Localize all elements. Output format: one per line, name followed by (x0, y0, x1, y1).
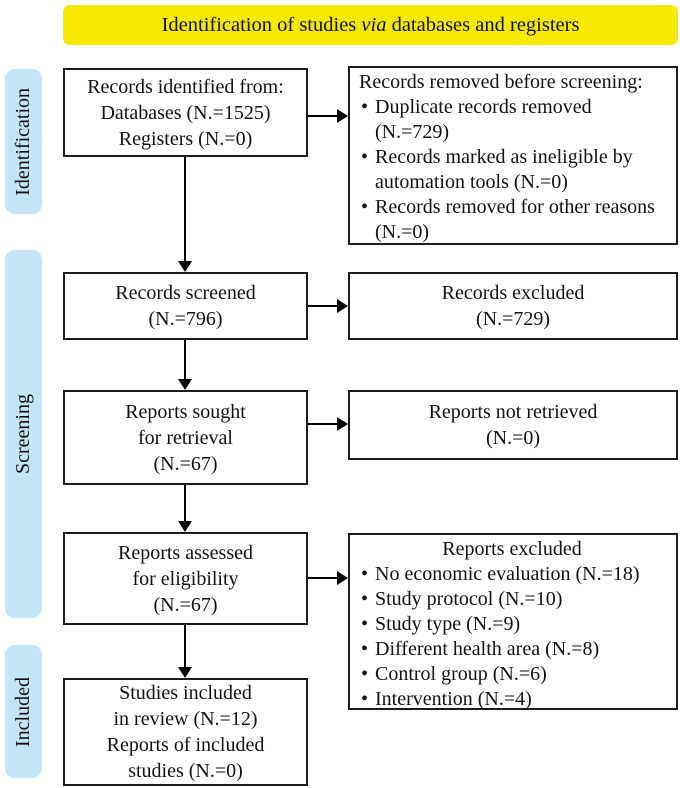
box-line: Registers (N.=0) (118, 127, 253, 150)
arrow-head-down-icon (178, 379, 192, 390)
header-title-suffix: databases and registers (386, 13, 580, 36)
header-title-italic-word: via (361, 13, 387, 36)
arrow-line (308, 115, 339, 117)
box-line: (N.=0) (485, 427, 541, 449)
bullet-item: • No economic evaluation (N.=18) (359, 562, 665, 587)
stage-label-included (5, 645, 42, 778)
box-line: (N.=729) (475, 308, 551, 330)
header-banner (63, 5, 678, 45)
header-title (162, 14, 580, 37)
arrow-line (184, 157, 186, 263)
box-line: Studies included (119, 682, 252, 704)
box-line: Reports of included (106, 734, 265, 756)
box-line: Records screened (115, 282, 256, 304)
box-reports-excluded (348, 533, 678, 710)
bullet-item: • Intervention (N.=4) (359, 687, 665, 712)
box-line: (N.=67) (153, 593, 218, 616)
arrow-head-right-icon (337, 109, 348, 123)
box-line: Reports assessed (118, 541, 253, 564)
box-records-screened (63, 272, 308, 340)
arrow-line (184, 340, 186, 381)
bullet-item: • Duplicate records removed (N.=729) (359, 95, 665, 145)
box-line: for retrieval (138, 426, 233, 449)
arrow-line (184, 625, 186, 669)
box-reports-assessed (63, 532, 308, 625)
arrow-line (308, 423, 339, 425)
box-reports-sought (63, 390, 308, 485)
stage-label-identification-text: Identification (12, 87, 34, 196)
arrow-head-down-icon (178, 261, 192, 272)
bullet-item: • Records removed for other reasons (N.=0) (359, 195, 665, 245)
arrow-screened-to-sought (178, 340, 192, 390)
box-line: Databases (N.=1525) (100, 101, 271, 124)
bullet-item: • Study protocol (N.=10) (359, 587, 665, 612)
box-records-excluded (348, 272, 678, 340)
arrow-head-down-icon (178, 521, 192, 532)
bullet-list (359, 95, 665, 245)
box-line: Records excluded (441, 282, 585, 304)
box-line: Reports not retrieved (428, 401, 598, 423)
arrow-line (308, 305, 339, 307)
arrow-screened-to-excluded (308, 299, 348, 313)
stage-label-identification (5, 69, 42, 214)
bullet-item: • Records marked as ineligible by automation tools (N.=0) (359, 145, 665, 195)
header-title-prefix: Identification of studies (161, 13, 362, 36)
box-line: (N.=67) (153, 452, 218, 475)
arrow-identified-to-removed (308, 109, 348, 123)
bullet-item: • Study type (N.=9) (359, 612, 665, 637)
box-line: for eligibility (132, 567, 239, 590)
box-records-removed (348, 66, 678, 245)
box-line: Reports sought (125, 400, 246, 423)
arrow-head-down-icon (178, 667, 192, 678)
box-reports-not-retrieved (348, 390, 678, 460)
arrow-head-right-icon (337, 417, 348, 431)
box-title: Records removed before screening: (359, 71, 643, 93)
bullet-item: • Different health area (N.=8) (359, 637, 665, 662)
box-line: studies (N.=0) (128, 760, 243, 782)
arrow-identified-to-screened (178, 157, 192, 272)
arrow-assessed-to-included (178, 625, 192, 678)
arrow-assessed-to-reports-excluded (308, 571, 348, 585)
stage-label-screening-text: Screening (12, 394, 34, 474)
box-line: in review (N.=12) (113, 708, 258, 730)
arrow-sought-to-assessed (178, 485, 192, 532)
box-line: (N.=796) (148, 308, 223, 330)
arrow-head-right-icon (337, 571, 348, 585)
box-records-identified (63, 68, 308, 157)
arrow-head-right-icon (337, 299, 348, 313)
arrow-sought-to-not-retrieved (308, 417, 348, 431)
box-line: Records identified from: (87, 75, 284, 98)
stage-label-screening (5, 250, 42, 618)
bullet-list (359, 562, 665, 712)
arrow-line (184, 485, 186, 523)
stage-label-included-text: Included (12, 676, 34, 747)
bullet-item: • Control group (N.=6) (359, 662, 665, 687)
box-title: Reports excluded (442, 538, 582, 560)
box-studies-included (63, 678, 308, 786)
arrow-line (308, 577, 339, 579)
